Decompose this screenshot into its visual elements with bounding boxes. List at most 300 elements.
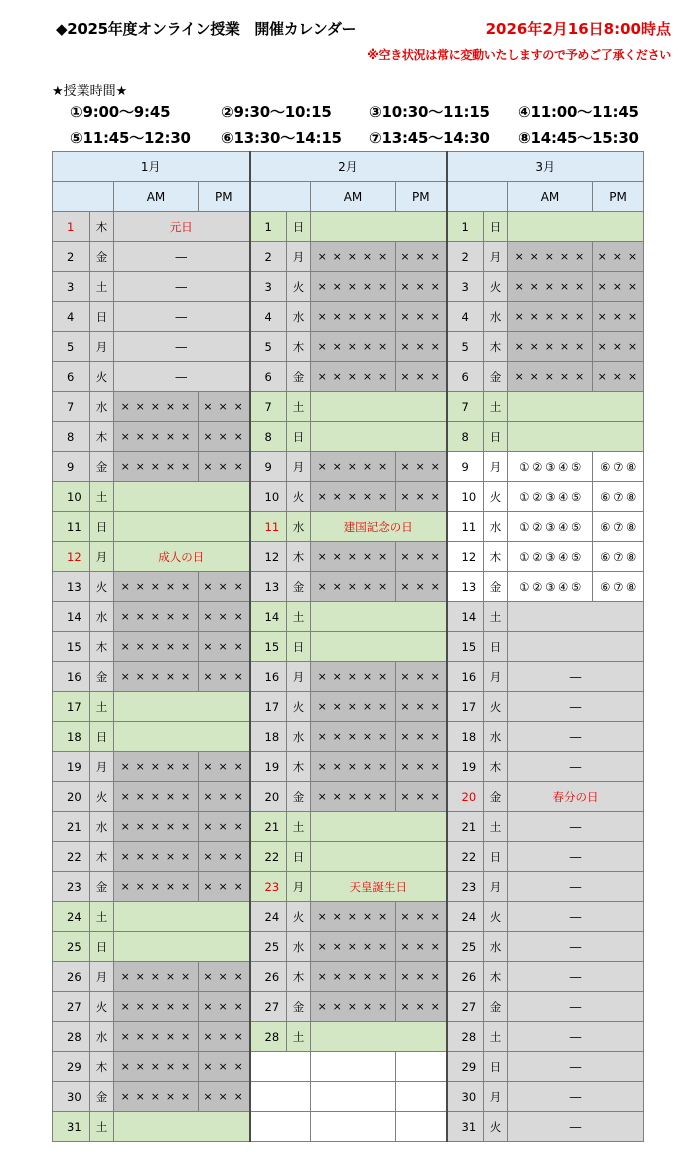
day-number: 2 [250,242,287,272]
day-number: 2 [447,242,484,272]
table-row [53,392,644,422]
day-status: ― [508,872,644,902]
weekday: 土 [90,902,114,932]
day-status: ― [508,662,644,692]
day-number: 9 [250,452,287,482]
weekday: 日 [484,422,508,452]
am-slots: ① ② ③ ④ ⑤ [508,482,593,512]
day-number: 6 [250,362,287,392]
pm-slots: × × × [396,482,447,512]
am-slots: × × × × × [311,932,396,962]
table-row [53,692,644,722]
am-slots: × × × × × [311,332,396,362]
pm-slots: × × × [199,1052,250,1082]
calendar-table [52,151,644,1142]
am-slots: ① ② ③ ④ ⑤ [508,572,593,602]
pm-slots: ⑥ ⑦ ⑧ [593,452,644,482]
period-5: ⑤11:45～12:30 [70,129,191,147]
day-number: 28 [250,1022,287,1052]
weekday: 金 [484,362,508,392]
day-number: 19 [447,752,484,782]
day-number: 30 [53,1082,90,1112]
day-status: ― [508,1082,644,1112]
day-number: 16 [250,662,287,692]
day-status: 成人の日 [114,542,250,572]
day-number: 22 [447,842,484,872]
am-slots: × × × × × [114,962,199,992]
day-number: 20 [447,782,484,812]
pm-slots: × × × [199,752,250,782]
table-row [53,362,644,392]
day-status [311,392,447,422]
weekday: 月 [484,452,508,482]
pm-slots: × × × [199,662,250,692]
day-status [114,722,250,752]
day-number: 30 [447,1082,484,1112]
day-status: ― [114,332,250,362]
am-slots: × × × × × [311,752,396,782]
availability-notice: ※空き状況は常に変動いたしますので予めご了承ください [367,48,671,62]
empty-cell [250,1112,311,1142]
am-slots: × × × × × [311,362,396,392]
day-number: 17 [250,692,287,722]
weekday: 火 [484,1112,508,1142]
day-status: 元日 [114,212,250,242]
day-status [508,422,644,452]
pm-slots: × × × [199,1022,250,1052]
pm-slots: × × × [199,1082,250,1112]
pm-slots: × × × [396,332,447,362]
table-row [53,752,644,782]
day-number: 19 [250,752,287,782]
day-number: 15 [250,632,287,662]
pm-slots: × × × [593,272,644,302]
am-slots: × × × × × [311,722,396,752]
weekday: 月 [287,872,311,902]
weekday: 土 [484,602,508,632]
weekday: 月 [484,1082,508,1112]
day-number: 9 [53,452,90,482]
day-status: ― [114,242,250,272]
day-number: 22 [250,842,287,872]
day-status: ― [508,962,644,992]
day-number: 25 [53,932,90,962]
pm-slots: × × × [593,302,644,332]
table-row [53,662,644,692]
day-number: 20 [250,782,287,812]
pm-slots: × × × [199,422,250,452]
day-number: 15 [53,632,90,662]
day-status [508,602,644,632]
am-slots: × × × × × [311,572,396,602]
weekday: 火 [484,902,508,932]
day-number: 3 [53,272,90,302]
pm-slots: × × × [396,362,447,392]
empty-cell [396,1112,447,1142]
weekday: 月 [287,452,311,482]
day-number: 21 [447,812,484,842]
weekday: 火 [287,482,311,512]
table-row [53,512,644,542]
table-row [53,1022,644,1052]
period-6: ⑥13:30～14:15 [221,129,342,147]
pm-slots: × × × [593,332,644,362]
day-number: 1 [447,212,484,242]
pm-slots: × × × [396,962,447,992]
weekday: 火 [90,992,114,1022]
pm-slots: × × × [396,662,447,692]
day-status: ― [508,692,644,722]
day-number: 8 [250,422,287,452]
header-blank [250,182,311,212]
month-header: 2月 [250,152,447,182]
table-row [53,782,644,812]
weekday: 水 [484,932,508,962]
am-slots: × × × × × [114,602,199,632]
table-row [53,572,644,602]
am-slots: × × × × × [114,572,199,602]
day-status [508,212,644,242]
day-number: 24 [447,902,484,932]
day-number: 15 [447,632,484,662]
weekday: 月 [484,242,508,272]
weekday: 土 [484,812,508,842]
day-status [114,512,250,542]
weekday: 木 [90,842,114,872]
day-number: 8 [53,422,90,452]
day-number: 31 [447,1112,484,1142]
day-number: 5 [53,332,90,362]
day-status: ― [508,842,644,872]
day-status [311,632,447,662]
day-status [311,1022,447,1052]
day-number: 4 [447,302,484,332]
day-number: 27 [447,992,484,1022]
empty-cell [396,1082,447,1112]
table-row [53,542,644,572]
day-number: 27 [250,992,287,1022]
day-number: 12 [250,542,287,572]
pm-slots: × × × [199,842,250,872]
table-row [53,452,644,482]
weekday: 土 [484,1022,508,1052]
day-status: 天皇誕生日 [311,872,447,902]
day-status: ― [114,272,250,302]
pm-slots: × × × [199,572,250,602]
weekday: 水 [90,812,114,842]
weekday: 水 [484,302,508,332]
day-number: 21 [250,812,287,842]
am-slots: × × × × × [311,962,396,992]
day-status: ― [508,992,644,1022]
day-number: 28 [447,1022,484,1052]
am-slots: × × × × × [311,692,396,722]
weekday: 金 [287,572,311,602]
header-blank [53,182,114,212]
weekday: 火 [287,692,311,722]
weekday: 火 [484,272,508,302]
pm-slots: × × × [396,902,447,932]
table-row [53,902,644,932]
am-slots: × × × × × [508,242,593,272]
table-row [53,842,644,872]
table-row [53,632,644,662]
day-status: 春分の日 [508,782,644,812]
weekday: 木 [287,542,311,572]
am-slots: × × × × × [311,452,396,482]
day-status [114,1112,250,1142]
as-of-date: 2026年2月16日8:00時点 [485,20,671,38]
weekday: 木 [90,1052,114,1082]
pm-slots: × × × [199,452,250,482]
day-number: 1 [53,212,90,242]
weekday: 土 [287,1022,311,1052]
am-slots: × × × × × [114,1052,199,1082]
day-status: ― [508,1052,644,1082]
weekday: 水 [90,1022,114,1052]
weekday: 木 [90,422,114,452]
day-status: ― [508,932,644,962]
table-row [53,422,644,452]
table-row [53,1082,644,1112]
weekday: 土 [287,812,311,842]
am-slots: × × × × × [311,902,396,932]
am-slots: × × × × × [114,812,199,842]
am-slots: × × × × × [311,782,396,812]
day-status [311,812,447,842]
day-status: ― [508,722,644,752]
pm-slots: × × × [396,752,447,782]
pm-slots: × × × [396,302,447,332]
day-number: 23 [53,872,90,902]
weekday: 木 [90,632,114,662]
weekday: 土 [90,272,114,302]
weekday: 日 [484,1052,508,1082]
day-number: 7 [447,392,484,422]
am-slots: × × × × × [114,392,199,422]
weekday: 月 [484,872,508,902]
pm-slots: × × × [396,782,447,812]
am-slots: × × × × × [114,752,199,782]
weekday: 日 [484,212,508,242]
am-slots: × × × × × [114,1082,199,1112]
am-header: AM [311,182,396,212]
pm-slots: ⑥ ⑦ ⑧ [593,482,644,512]
weekday: 木 [90,212,114,242]
day-number: 19 [53,752,90,782]
day-status: ― [114,302,250,332]
am-slots: × × × × × [508,362,593,392]
day-number: 24 [53,902,90,932]
day-status [311,602,447,632]
day-number: 7 [250,392,287,422]
day-number: 9 [447,452,484,482]
weekday: 金 [287,782,311,812]
pm-slots: × × × [396,452,447,482]
weekday: 日 [90,302,114,332]
weekday: 火 [90,572,114,602]
day-number: 2 [53,242,90,272]
table-row [53,212,644,242]
day-number: 10 [250,482,287,512]
day-number: 12 [53,542,90,572]
weekday: 月 [287,662,311,692]
weekday: 土 [90,692,114,722]
day-number: 14 [250,602,287,632]
day-number: 31 [53,1112,90,1142]
am-slots: × × × × × [311,992,396,1022]
weekday: 金 [90,452,114,482]
weekday: 火 [90,362,114,392]
table-row [53,722,644,752]
day-status: 建国記念の日 [311,512,447,542]
am-header: AM [114,182,199,212]
pm-slots: × × × [396,542,447,572]
am-slots: × × × × × [114,1022,199,1052]
am-slots: × × × × × [508,272,593,302]
weekday: 金 [484,992,508,1022]
day-number: 3 [250,272,287,302]
month-header: 3月 [447,152,644,182]
weekday: 日 [287,212,311,242]
am-slots: × × × × × [311,272,396,302]
period-3: ③10:30～11:15 [369,103,490,121]
table-row [53,332,644,362]
day-number: 21 [53,812,90,842]
am-slots: × × × × × [114,422,199,452]
weekday: 日 [287,632,311,662]
weekday: 水 [90,392,114,422]
table-row [53,242,644,272]
weekday: 金 [484,572,508,602]
table-row [53,1112,644,1142]
day-number: 26 [53,962,90,992]
weekday: 金 [484,782,508,812]
day-number: 17 [53,692,90,722]
weekday: 火 [90,782,114,812]
weekday: 木 [287,332,311,362]
weekday: 月 [90,332,114,362]
day-number: 24 [250,902,287,932]
period-8: ⑧14:45～15:30 [518,129,639,147]
am-slots: × × × × × [114,452,199,482]
weekday: 日 [287,422,311,452]
day-number: 27 [53,992,90,1022]
weekday: 水 [287,932,311,962]
day-number: 28 [53,1022,90,1052]
day-status [114,482,250,512]
empty-cell [250,1052,311,1082]
day-status: ― [508,752,644,782]
day-number: 4 [53,302,90,332]
day-number: 11 [53,512,90,542]
pm-slots: ⑥ ⑦ ⑧ [593,542,644,572]
weekday: 水 [484,512,508,542]
day-status: ― [508,902,644,932]
weekday: 日 [287,842,311,872]
day-number: 8 [447,422,484,452]
pm-header: PM [593,182,644,212]
day-number: 7 [53,392,90,422]
day-status: ― [508,1112,644,1142]
period-4: ④11:00～11:45 [518,103,639,121]
empty-cell [311,1052,396,1082]
table-row [53,992,644,1022]
weekday: 土 [90,482,114,512]
day-number: 16 [447,662,484,692]
weekday: 土 [287,602,311,632]
weekday: 水 [484,722,508,752]
day-number: 16 [53,662,90,692]
day-number: 20 [53,782,90,812]
pm-slots: × × × [593,242,644,272]
weekday: 火 [484,482,508,512]
day-status: ― [114,362,250,392]
day-status [311,422,447,452]
weekday: 火 [287,272,311,302]
weekday: 水 [287,512,311,542]
pm-slots: × × × [199,992,250,1022]
day-status: ― [508,1022,644,1052]
pm-slots: × × × [593,362,644,392]
header-blank [447,182,508,212]
day-number: 26 [447,962,484,992]
weekday: 水 [287,722,311,752]
weekday: 月 [484,662,508,692]
weekday: 金 [90,1082,114,1112]
day-number: 1 [250,212,287,242]
pm-slots: × × × [396,272,447,302]
weekday: 木 [484,332,508,362]
day-number: 23 [250,872,287,902]
am-slots: × × × × × [114,842,199,872]
weekday: 木 [484,542,508,572]
table-row [53,482,644,512]
pm-slots: × × × [199,812,250,842]
day-number: 13 [53,572,90,602]
pm-header: PM [199,182,250,212]
am-slots: ① ② ③ ④ ⑤ [508,512,593,542]
pm-slots: × × × [199,392,250,422]
weekday: 土 [287,392,311,422]
am-slots: × × × × × [114,872,199,902]
day-number: 3 [447,272,484,302]
pm-slots: × × × [396,242,447,272]
day-status [508,392,644,422]
am-slots: ① ② ③ ④ ⑤ [508,542,593,572]
empty-cell [250,1082,311,1112]
weekday: 月 [90,542,114,572]
am-slots: × × × × × [508,332,593,362]
period-2: ②9:30～10:15 [221,103,332,121]
pm-header: PM [396,182,447,212]
day-number: 18 [53,722,90,752]
am-slots: × × × × × [114,662,199,692]
am-slots: × × × × × [508,302,593,332]
day-status [114,692,250,722]
day-number: 14 [447,602,484,632]
pm-slots: × × × [199,782,250,812]
table-row [53,1052,644,1082]
am-slots: × × × × × [311,542,396,572]
weekday: 日 [90,512,114,542]
day-status: ― [508,812,644,842]
weekday: 土 [484,392,508,422]
table-row [53,602,644,632]
day-number: 5 [447,332,484,362]
am-slots: × × × × × [311,242,396,272]
pm-slots: × × × [396,932,447,962]
